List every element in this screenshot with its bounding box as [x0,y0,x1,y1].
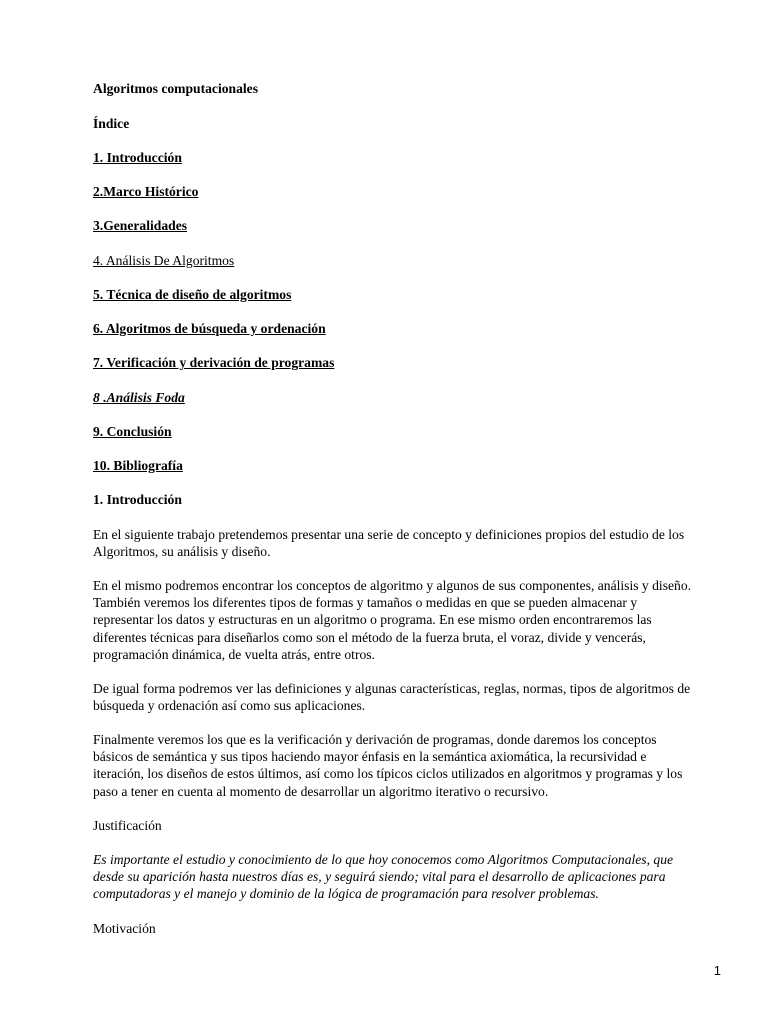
paragraph-line: búsqueda y ordenación así como sus aplicaciones. [93,698,366,714]
paragraph-line: iteración, los diseños de estos últimos, así como los típicos ciclos utilizados en algoritmos y programas y los [93,766,683,782]
document-title: Algoritmos computacionales [93,81,258,96]
paragraph-line: En el mismo podremos encontrar los conceptos de algoritmo y algunos de sus componentes, análisis y diseño. [93,578,692,593]
paragraph-line: Es importante el estudio y conocimiento de lo que hoy conocemos como Algoritmos Computacionales, que [93,852,674,867]
paragraph-3 [93,680,723,714]
paragraph-1 [93,526,723,560]
paragraph-line: Finalmente veremos los que es la verificación y derivación de programas, donde daremos los conceptos [93,732,657,747]
paragraph-line: También veremos los diferentes tipos de formas y tamaños o medidas en que se pueden almacenar y [93,595,638,611]
paragraph-line: programación dinámica, de vuelta atrás, entre otros. [93,646,375,662]
paragraph-line: De igual forma podremos ver las definiciones y algunas características, reglas, normas, tipos de algoritmos de [93,681,691,696]
toc-item-marco-historico[interactable]: 2.Marco Histórico [93,184,199,199]
toc-item-bibliografia[interactable]: 10. Bibliografía [93,458,183,473]
paragraph-line: paso a tener en cuenta al momento de desarrollar un algoritmo iterativo o recursivo. [93,783,549,799]
toc-item-conclusion[interactable]: 9. Conclusión [93,424,172,439]
paragraph-line: diferentes técnicas para diseñarlos como son el método de la fuerza bruta, el voraz, divide y vencerás, [93,629,646,645]
toc-item-introduccion[interactable]: 1. Introducción [93,150,182,165]
justificacion-heading: Justificación [93,818,162,833]
paragraph-4 [93,731,723,800]
page-number: 1 [713,963,721,978]
paragraph-2 [93,577,723,663]
paragraph-line: En el siguiente trabajo pretendemos presentar una serie de concepto y definiciones propios del estudio de los [93,527,685,542]
paragraph-line: representar los datos y estructuras en un algoritmo o programa. En ese mismo orden encontraremos las [93,612,652,628]
paragraph-line: Algoritmos, su análisis y diseño. [93,544,271,560]
toc-item-tecnica-de-diseno[interactable]: 5. Técnica de diseño de algoritmos [93,287,292,302]
section-heading-introduccion: 1. Introducción [93,492,182,507]
paragraph-line: básicos de semántica y sus tipos haciendo mayor énfasis en la semántica axiomática, la recursividad e [93,749,647,765]
toc-item-analisis-de-algoritmos[interactable]: 4. Análisis De Algoritmos [93,253,235,268]
motivacion-heading: Motivación [93,921,156,936]
toc-item-generalidades[interactable]: 3.Generalidades [93,218,188,233]
toc-item-analisis-foda[interactable]: 8 .Análisis Foda [93,390,185,405]
justificacion-paragraph [93,851,723,903]
paragraph-line: computadoras y el manejo y dominio de la lógica de programación para resolver problemas. [93,886,599,902]
toc-item-busqueda-y-ordenacion[interactable]: 6. Algoritmos de búsqueda y ordenación [93,321,326,336]
index-heading: Índice [93,116,130,131]
toc-item-verificacion-y-derivacion[interactable]: 7. Verificación y derivación de programas [93,355,335,370]
paragraph-line: desde su aparición hasta nuestros días es, y seguirá siendo; vital para el desarrollo de aplicaciones para [93,869,666,885]
